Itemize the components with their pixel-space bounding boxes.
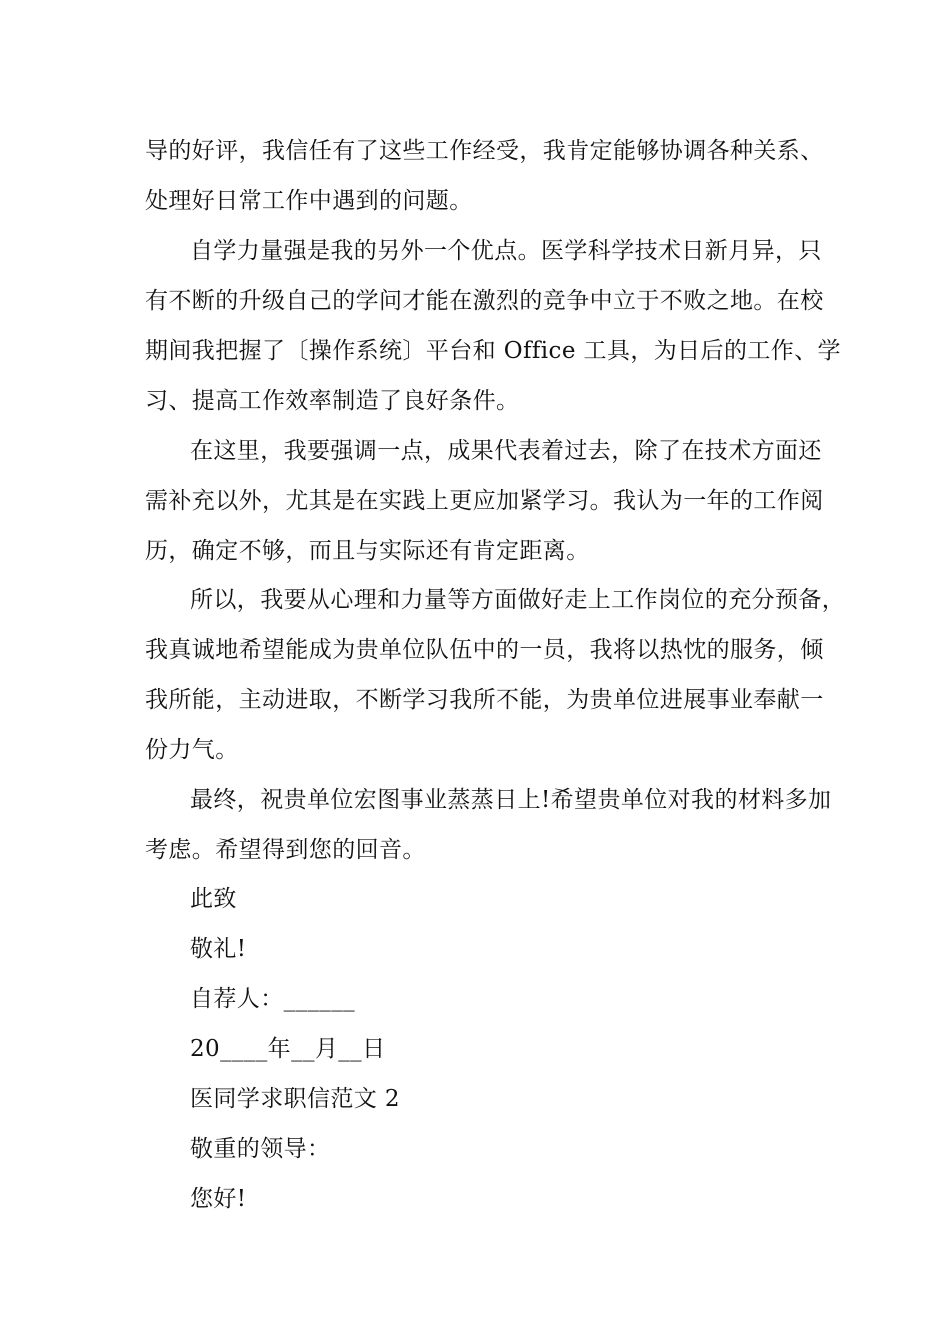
body-line: 我真诚地希望能成为贵单位队伍中的一员，我将以热忱的服务，倾 [145,637,824,663]
body-line: 最终，祝贵单位宏图事业蒸蒸日上!希望贵单位对我的材料多加 [190,787,832,813]
body-line: 需补充以外，尤其是在实践上更应加紧学习。我认为一年的工作阅 [145,488,824,514]
body-line: 习、提高工作效率制造了良好条件。 [145,388,520,414]
body-line: 份力气。 [145,737,239,763]
body-line: 期间我把握了〔操作系统〕平台和 Office 工具，为日后的工作、学 [145,338,841,364]
body-line: 所以，我要从心理和力量等方面做好走上工作岗位的充分预备， [190,587,846,613]
body-line: 处理好日常工作中遇到的问题。 [145,188,473,214]
body-line: 在这里，我要强调一点，成果代表着过去，除了在技术方面还 [190,438,822,464]
closing-salutation: 此致 [190,886,237,912]
greeting-line: 敬重的领导： [190,1136,331,1162]
section-title: 医同学求职信范文 2 [190,1086,400,1112]
body-line: 历，确定不够，而且与实际还有肯定距离。 [145,538,590,564]
date-line: 20____年__月__日 [190,1036,386,1062]
body-line: 考虑。希望得到您的回音。 [145,837,426,863]
body-line: 有不断的升级自己的学问才能在激烈的竞争中立于不败之地。在校 [145,288,824,314]
body-line: 导的好评，我信任有了这些工作经受，我肯定能够协调各种关系、 [145,138,824,164]
body-line: 我所能，主动进取，不断学习我所不能，为贵单位进展事业奉献一 [145,687,824,713]
greeting-line: 您好! [190,1186,247,1212]
signature-line: 自荐人：______ [190,986,355,1012]
closing-regards: 敬礼! [190,936,247,962]
body-line: 自学力量强是我的另外一个优点。医学科学技术日新月异，只 [190,238,822,264]
